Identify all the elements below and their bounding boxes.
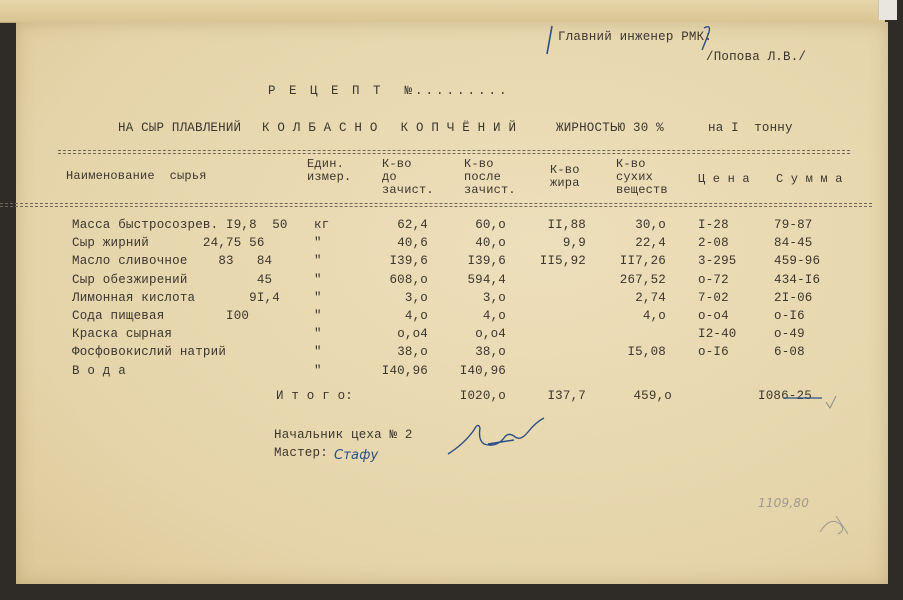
cell-name: Масса быстросозрев. I9,8 50 [72, 218, 288, 232]
cell-qty-after: о,о4 [475, 327, 506, 342]
col-sum-header: С у м м а [776, 172, 843, 186]
cell-qty-after: 594,4 [467, 272, 506, 287]
cell-unit: " [314, 254, 322, 269]
cell-qty-before: 40,6 [397, 236, 428, 251]
cell-name: Масло сливочное 83 84 [72, 254, 273, 269]
cell-dry: 267,52 [619, 272, 666, 287]
cell-price: 3-295 [698, 254, 737, 269]
workshop-head-label: Начальник цеха № 2 [274, 428, 413, 442]
cell-qty-before: I39,6 [389, 254, 428, 269]
chief-engineer-label: Главний инженер РМК: [558, 30, 713, 44]
cell-qty-before: 62,4 [397, 218, 428, 232]
cell-unit: " [314, 290, 322, 305]
pencil-mark-icon [816, 512, 852, 538]
cell-sum: о-49 [774, 327, 805, 342]
cell-unit: " [314, 272, 322, 287]
header-rule-top-2 [58, 153, 850, 154]
document-page [16, 22, 888, 584]
pencil-note: 1109,80 [758, 496, 810, 510]
top-sheet-edge [0, 0, 885, 23]
cell-name: Лимонная кислота 9I,4 [72, 290, 280, 305]
total-sum: I086-25 [758, 389, 812, 403]
cell-qty-before: 608,о [389, 272, 428, 287]
col-unit-header: Един. измер. [307, 157, 352, 184]
cell-name: Сыр жирний 24,75 56 [72, 236, 265, 251]
total-label: И т о г о: [276, 389, 354, 403]
cell-name: Краска сырная [72, 327, 173, 342]
subtitle-product: НА СЫР ПЛАВЛЕНИЙ [118, 121, 242, 135]
cell-fat: 9,9 [562, 236, 586, 251]
cell-name: Сода пищевая I00 [72, 309, 250, 323]
cell-sum: 79-87 [774, 218, 813, 232]
cell-qty-after: 60,о [475, 218, 506, 232]
cell-name: Фосфовокислий натрий [72, 345, 227, 360]
cell-sum: 84-45 [774, 236, 813, 251]
cell-price: I2-40 [698, 327, 737, 342]
cell-dry: I5,08 [627, 345, 666, 360]
cell-unit: " [314, 345, 322, 360]
cell-unit: " [314, 363, 322, 378]
total-qty-after: I020,о [459, 389, 506, 403]
cell-qty-after: I40,96 [459, 363, 506, 378]
total-correction-icon [782, 388, 842, 412]
cell-name: В о д а [72, 363, 126, 378]
engineer-name: /Попова Л.В./ [706, 50, 807, 64]
cell-qty-after: 4,о [482, 309, 506, 323]
cell-qty-after: I39,6 [467, 254, 506, 269]
cell-price: 2-08 [698, 236, 729, 251]
cell-fat: II5,92 [539, 254, 586, 269]
cell-dry: II7,26 [619, 254, 666, 269]
cell-unit: " [314, 309, 322, 323]
cell-sum: о-I6 [774, 309, 805, 323]
cell-qty-after: 3,о [482, 290, 506, 305]
cell-qty-before: 38,о [397, 345, 428, 360]
cell-unit: " [314, 327, 322, 342]
cell-qty-after: 40,о [475, 236, 506, 251]
total-fat: I37,7 [547, 389, 586, 403]
col-dry-header: К-во сухих веществ [616, 157, 668, 197]
header-rule-bottom-2 [0, 206, 872, 207]
cell-price: о-72 [698, 272, 729, 287]
cell-name: Сыр обезжирений 45 [72, 272, 273, 287]
subtitle-fat: ЖИРНОСТЬЮ 30 % [556, 121, 664, 135]
cell-qty-before: I40,96 [381, 363, 428, 378]
cell-fat: II,88 [547, 218, 586, 232]
cell-sum: 434-I6 [774, 272, 821, 287]
cell-qty-before: 3,о [404, 290, 428, 305]
workshop-head-signature-icon [444, 414, 554, 462]
cell-sum: 2I-06 [774, 290, 813, 305]
binding-edge [878, 0, 897, 20]
cell-price: о-о4 [698, 309, 729, 323]
subtitle-quantity: на I тонну [708, 121, 793, 135]
cell-price: I-28 [698, 218, 729, 232]
approval-mark-icon [544, 24, 556, 56]
subtitle-type: К О Л Б А С Н О К О П Ч Ё Н И Й [262, 121, 517, 135]
recipe-title: Р Е Ц Е П Т №......... [268, 84, 510, 98]
cell-qty-before: 4,о [404, 309, 428, 323]
cell-qty-before: о,о4 [397, 327, 428, 342]
col-fat-header: К-во жира [550, 163, 580, 190]
cell-unit: кг [314, 218, 330, 232]
col-qty-after-header: К-во после зачист. [464, 157, 516, 197]
col-price-header: Ц е н а [698, 172, 750, 186]
header-rule-top [58, 150, 850, 151]
cell-qty-after: 38,о [475, 345, 506, 360]
cell-sum: 459-96 [774, 254, 821, 269]
cell-price: 7-02 [698, 290, 729, 305]
total-dry: 459,о [633, 389, 672, 403]
header-rule-bottom [0, 203, 872, 204]
col-qty-before-header: К-во до зачист. [382, 157, 434, 197]
cell-dry: 4,о [642, 309, 666, 323]
cell-price: о-I6 [698, 345, 729, 360]
col-name-header: Наименование сырья [66, 169, 207, 183]
cell-sum: 6-08 [774, 345, 805, 360]
cell-dry: 2,74 [635, 290, 666, 305]
master-signature: Стафу [334, 448, 379, 463]
cell-dry: 30,о [635, 218, 666, 232]
master-label: Мастер: [274, 446, 328, 460]
engineer-signature-icon [700, 22, 714, 52]
cell-dry: 22,4 [635, 236, 666, 251]
cell-unit: " [314, 236, 322, 251]
